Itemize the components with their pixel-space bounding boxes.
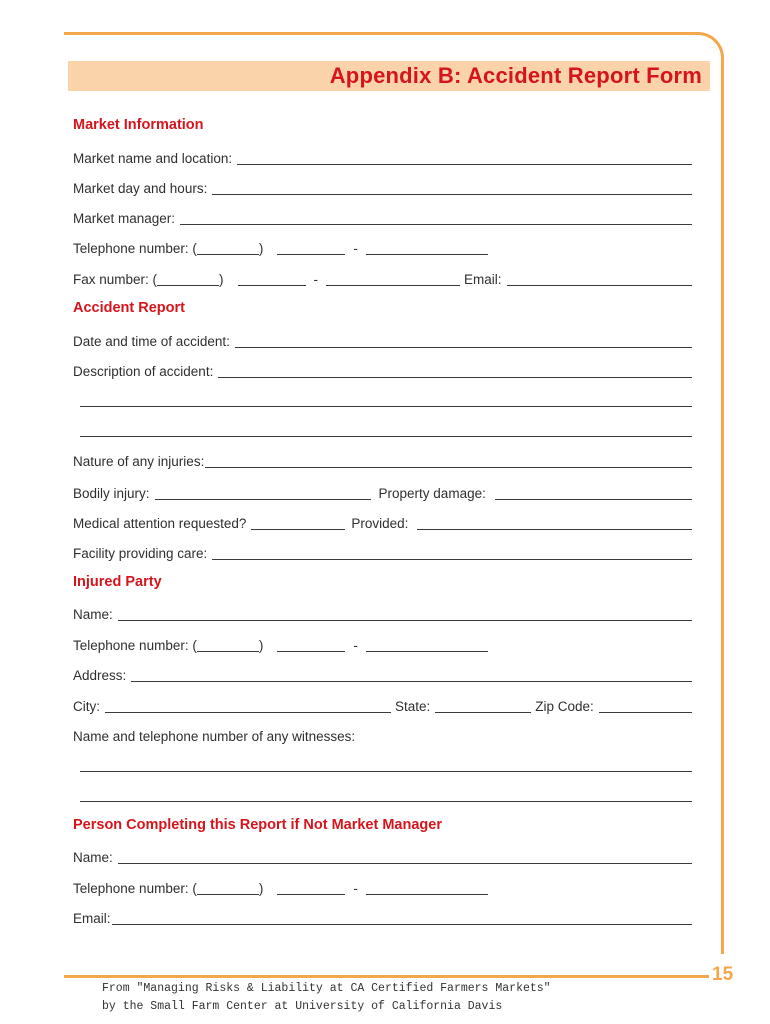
label-market-fax: Fax number: ( bbox=[73, 272, 158, 287]
label-accident-description: Description of accident: bbox=[73, 364, 214, 379]
field-market-fax-line[interactable] bbox=[326, 269, 460, 286]
field-market-day[interactable] bbox=[212, 178, 692, 195]
field-accident-description[interactable] bbox=[218, 361, 692, 378]
label-zip: Zip Code: bbox=[535, 699, 594, 714]
row-market-telephone bbox=[73, 237, 692, 257]
label-completer-name: Name: bbox=[73, 850, 113, 865]
row-market-day bbox=[73, 177, 692, 197]
row-market-fax bbox=[73, 268, 692, 288]
field-property-damage[interactable] bbox=[495, 483, 692, 500]
row-completer-email bbox=[73, 907, 692, 927]
field-witnesses-line-2[interactable] bbox=[80, 801, 692, 802]
label-property-damage: Property damage: bbox=[378, 486, 486, 501]
label-bodily-injury: Bodily injury: bbox=[73, 486, 150, 501]
title-band bbox=[68, 61, 710, 91]
label-market-day: Market day and hours: bbox=[73, 181, 208, 196]
page-number: 15 bbox=[712, 964, 734, 985]
field-injured-tel-line[interactable] bbox=[366, 635, 488, 652]
label-facility: Facility providing care: bbox=[73, 546, 208, 561]
dash: - bbox=[353, 241, 358, 256]
row-completer-name bbox=[73, 846, 692, 866]
section-heading-accident: Accident Report bbox=[73, 300, 185, 316]
label-injured-name: Name: bbox=[73, 607, 113, 622]
field-witnesses-line-1[interactable] bbox=[80, 771, 692, 772]
label-market-manager: Market manager: bbox=[73, 211, 176, 226]
footer-line-1: From "Managing Risks & Liability at CA Certified Farmers Markets" bbox=[102, 982, 551, 995]
dash: - bbox=[313, 272, 319, 287]
label-medical-requested: Medical attention requested? bbox=[73, 516, 247, 531]
field-injuries[interactable] bbox=[205, 451, 692, 468]
row-injured-name bbox=[73, 603, 692, 623]
field-market-name[interactable] bbox=[237, 148, 692, 165]
section-heading-market: Market Information bbox=[73, 117, 204, 133]
footer-credit bbox=[102, 980, 551, 1016]
row-injured-city bbox=[73, 695, 692, 715]
field-market-tel-area[interactable] bbox=[197, 238, 259, 255]
label-completer-telephone: Telephone number: ( bbox=[73, 881, 197, 896]
field-market-tel-prefix[interactable] bbox=[277, 238, 345, 255]
row-accident-description bbox=[73, 360, 692, 380]
close-paren: ) bbox=[258, 638, 264, 653]
label-provided: Provided: bbox=[351, 516, 409, 531]
field-injured-tel-prefix[interactable] bbox=[277, 635, 345, 652]
frame-right-rule bbox=[721, 70, 724, 954]
field-bodily-injury[interactable] bbox=[155, 483, 371, 500]
field-completer-name[interactable] bbox=[118, 847, 692, 864]
frame-bottom-rule bbox=[64, 975, 709, 978]
row-market-name bbox=[73, 147, 692, 167]
row-injuries bbox=[73, 450, 692, 470]
label-city: City: bbox=[73, 699, 100, 714]
section-heading-injured: Injured Party bbox=[73, 574, 162, 590]
frame-top-rule bbox=[64, 32, 698, 35]
section-heading-completer: Person Completing this Report if Not Market Manager bbox=[73, 817, 442, 833]
row-bodily-property bbox=[73, 482, 692, 502]
label-injured-address: Address: bbox=[73, 668, 127, 683]
field-provided[interactable] bbox=[417, 513, 692, 530]
row-market-manager bbox=[73, 207, 692, 227]
field-completer-tel-area[interactable] bbox=[197, 878, 259, 895]
label-completer-email: Email: bbox=[73, 911, 111, 926]
label-market-name: Market name and location: bbox=[73, 151, 233, 166]
field-state[interactable] bbox=[435, 696, 531, 713]
field-injured-address[interactable] bbox=[131, 665, 692, 682]
label-market-telephone: Telephone number: ( bbox=[73, 241, 197, 256]
field-completer-email[interactable] bbox=[112, 908, 692, 925]
row-medical bbox=[73, 512, 692, 532]
field-accident-description-line-2[interactable] bbox=[80, 406, 692, 407]
label-injured-telephone: Telephone number: ( bbox=[73, 638, 197, 653]
label-accident-date: Date and time of accident: bbox=[73, 334, 230, 349]
field-injured-name[interactable] bbox=[118, 604, 692, 621]
label-market-email: Email: bbox=[464, 272, 502, 287]
row-accident-date bbox=[73, 330, 692, 350]
label-state: State: bbox=[395, 699, 431, 714]
row-witnesses bbox=[73, 725, 692, 745]
field-facility[interactable] bbox=[212, 543, 692, 560]
row-facility bbox=[73, 542, 692, 562]
field-market-email[interactable] bbox=[507, 269, 692, 286]
close-paren: ) bbox=[258, 241, 264, 256]
page-title: Appendix B: Accident Report Form bbox=[329, 63, 702, 88]
close-paren: ) bbox=[258, 881, 264, 896]
close-paren: ) bbox=[219, 272, 224, 287]
field-accident-description-line-3[interactable] bbox=[80, 436, 692, 437]
dash: - bbox=[353, 638, 358, 653]
label-injuries: Nature of any injuries: bbox=[73, 454, 205, 469]
field-market-manager[interactable] bbox=[180, 208, 692, 225]
field-completer-tel-prefix[interactable] bbox=[277, 878, 345, 895]
field-accident-date[interactable] bbox=[235, 331, 692, 348]
field-medical-requested[interactable] bbox=[251, 513, 345, 530]
dash: - bbox=[353, 881, 358, 896]
footer-line-2: by the Small Farm Center at University of California Davis bbox=[102, 1000, 503, 1013]
field-market-fax-prefix[interactable] bbox=[238, 269, 306, 286]
label-witnesses: Name and telephone number of any witnesses: bbox=[73, 729, 356, 744]
field-market-tel-line[interactable] bbox=[366, 238, 488, 255]
row-completer-telephone bbox=[73, 877, 692, 897]
field-market-fax-area[interactable] bbox=[157, 269, 219, 286]
field-injured-tel-area[interactable] bbox=[197, 635, 259, 652]
row-injured-address bbox=[73, 664, 692, 684]
field-zip[interactable] bbox=[599, 696, 692, 713]
field-city[interactable] bbox=[105, 696, 391, 713]
row-injured-telephone bbox=[73, 634, 692, 654]
field-completer-tel-line[interactable] bbox=[366, 878, 488, 895]
